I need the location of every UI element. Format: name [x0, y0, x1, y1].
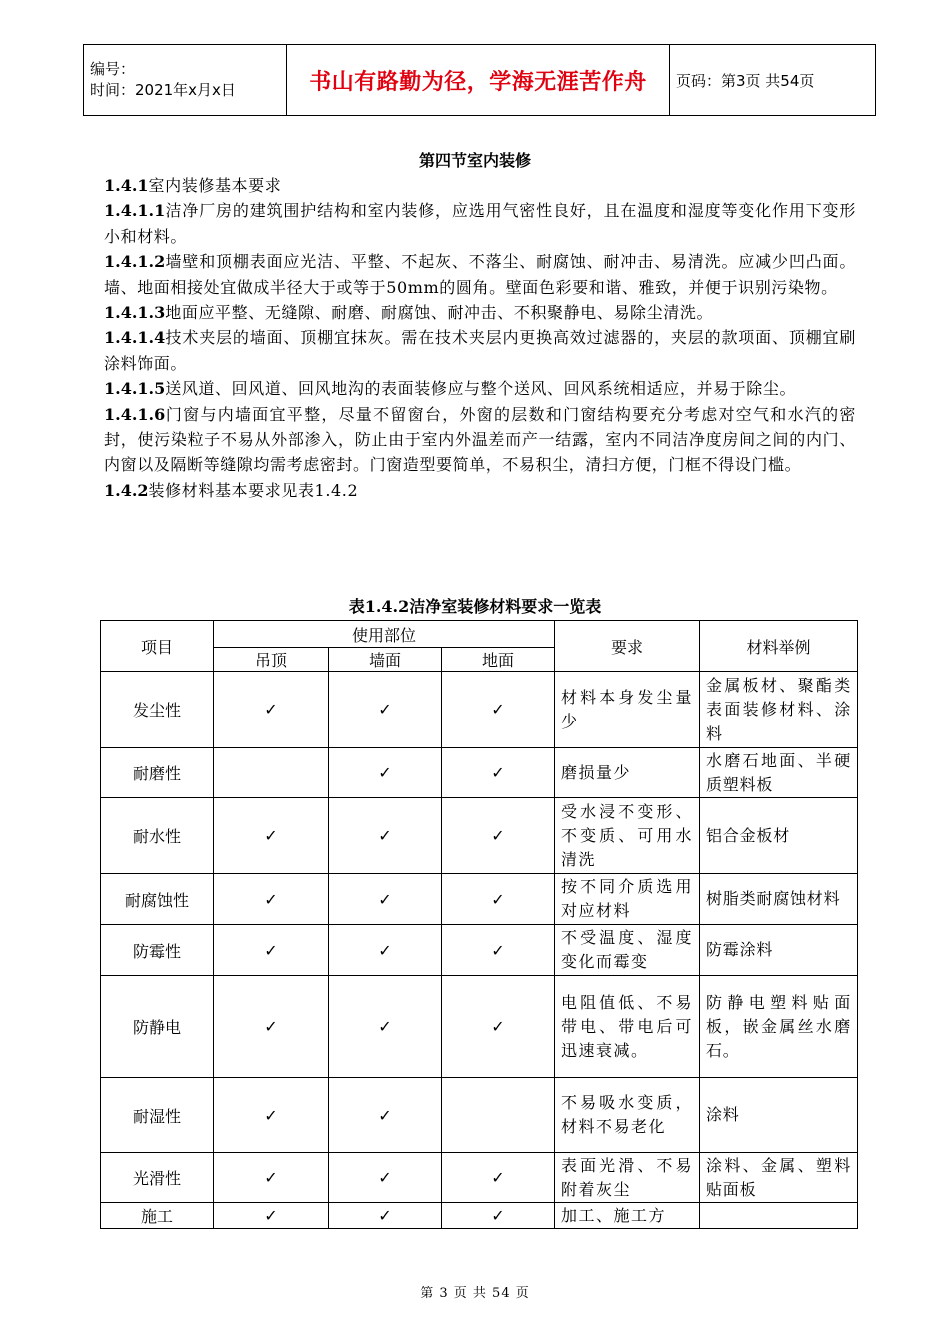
number-label: 编号：: [90, 60, 136, 78]
row-requirement: 不受温度、湿度变化而霉变: [555, 925, 700, 976]
clause-text: 洁净厂房的建筑围护结构和室内装修，应选用气密性良好，且在温度和湿度等变化作用下变形小和材料。: [104, 201, 856, 246]
row-example: 树脂类耐腐蚀材料: [700, 874, 858, 925]
row-requirement: 磨损量少: [555, 748, 700, 798]
row-example: 涂料: [700, 1078, 858, 1153]
row-ceiling-check: ✓: [214, 1078, 329, 1153]
row-ceiling-check: ✓: [214, 798, 329, 874]
clause-number: 1.4.1.2: [104, 252, 166, 272]
paragraph: [104, 376, 856, 401]
row-floor-check: [442, 1078, 555, 1153]
header-ceiling: 吊顶: [214, 648, 329, 672]
row-wall-check: ✓: [329, 748, 442, 798]
row-floor-check: ✓: [442, 672, 555, 748]
row-wall-check: ✓: [329, 976, 442, 1078]
row-item: 防静电: [101, 976, 214, 1078]
row-wall-check: ✓: [329, 1203, 442, 1229]
page-footer: 第 3 页 共 54 页: [420, 1286, 530, 1301]
clause-number: 1.4.1: [104, 176, 149, 195]
row-ceiling-check: ✓: [214, 1203, 329, 1229]
row-ceiling-check: ✓: [214, 1153, 329, 1203]
header-requirement: 要求: [555, 621, 700, 672]
clause-number: 1.4.1.4: [104, 328, 166, 348]
table-row: [101, 672, 858, 748]
row-wall-check: ✓: [329, 874, 442, 925]
row-ceiling-check: ✓: [214, 672, 329, 748]
row-wall-check: ✓: [329, 925, 442, 976]
row-wall-check: ✓: [329, 798, 442, 874]
table-row: [101, 1153, 858, 1203]
time-label: 时间：2021年x月x日: [90, 81, 236, 99]
clause-number: 1.4.1.1: [104, 201, 166, 221]
row-example: 铝合金板材: [700, 798, 858, 874]
row-ceiling-check: [214, 748, 329, 798]
row-item: 耐湿性: [101, 1078, 214, 1153]
header-floor: 地面: [442, 648, 555, 672]
paragraph: [104, 198, 856, 249]
header-example: 材料举例: [700, 621, 858, 672]
row-requirement: 材料本身发尘量少: [555, 672, 700, 748]
paragraph: [104, 478, 856, 503]
row-item: 施工: [101, 1203, 214, 1229]
paragraph: [104, 300, 856, 325]
row-example: 防静电塑料贴面板，嵌金属丝水磨石。: [700, 976, 858, 1078]
row-floor-check: ✓: [442, 798, 555, 874]
clause-number: 1.4.1.3: [104, 303, 166, 323]
clause-text: 墙壁和顶棚表面应光洁、平整、不起灰、不落尘、耐腐蚀、耐冲击、易清洗。应减少凹凸面。墙、地面相接处宜做成半径大于或等于50mm的圆角。壁面色彩要和谐、雅致，并便于识别污染物。: [104, 252, 856, 297]
row-requirement: 受水浸不变形、不变质、可用水清洗: [555, 798, 700, 874]
clause-text: 地面应平整、无缝隙、耐磨、耐腐蚀、耐冲击、不积聚静电、易除尘清洗。: [165, 303, 714, 323]
row-requirement: 加工、施工方: [555, 1203, 700, 1229]
row-example: 金属板材、聚酯类表面装修材料、涂料: [700, 672, 858, 748]
table-row: [101, 1078, 858, 1153]
row-example: 防霉涂料: [700, 925, 858, 976]
clause-text: 门窗与内墙面宜平整，尽量不留窗台，外窗的层数和门窗结构要充分考虑对空气和水汽的密封，使污染粒子不易从外部渗入，防止由于室内外温差而产一结露，室内不同洁净度房间之间的内门、内窗以及隔断等缝隙均需考虑密封。门窗造型要简单，不易积尘，清扫方便，门框不得设门槛。: [104, 404, 856, 475]
row-example: 水磨石地面、半硬质塑料板: [700, 748, 858, 798]
header-page-label: 页码：第3页 共54页: [670, 45, 876, 116]
table-row: [101, 1203, 858, 1229]
row-item: 耐磨性: [101, 748, 214, 798]
header-motto: 书山有路勤为径，学海无涯苦作舟: [287, 45, 670, 116]
clause-text: 技术夹层的墙面、顶棚宜抹灰。需在技术夹层内更换高效过滤器的，夹层的款项面、顶棚宜刷涂料饰面。: [104, 328, 856, 373]
row-example: 涂料、金属、塑料贴面板: [700, 1153, 858, 1203]
row-wall-check: ✓: [329, 1078, 442, 1153]
clause-text: 装修材料基本要求见表1.4.2: [148, 480, 359, 500]
row-requirement: 按不同介质选用对应材料: [555, 874, 700, 925]
paragraph: [104, 249, 856, 300]
row-requirement: 不易吸水变质，材料不易老化: [555, 1078, 700, 1153]
clause-number: 1.4.1.5: [104, 379, 166, 399]
clause-number: 1.4.1.6: [104, 404, 166, 424]
row-floor-check: ✓: [442, 748, 555, 798]
clause-text: 室内装修基本要求: [148, 176, 282, 195]
row-ceiling-check: ✓: [214, 976, 329, 1078]
paragraph: [104, 402, 856, 478]
row-example: [700, 1203, 858, 1229]
table-row: [101, 874, 858, 925]
header-item: 项目: [101, 621, 214, 672]
clause-text: 送风道、回风道、回风地沟的表面装修应与整个送风、回风系统相适应，并易于除尘。: [165, 379, 797, 399]
body-text: [104, 173, 856, 503]
row-wall-check: ✓: [329, 1153, 442, 1203]
row-ceiling-check: ✓: [214, 874, 329, 925]
header-meta: [84, 45, 287, 116]
table-row: [101, 748, 858, 798]
table-title: 表1.4.2洁净室装修材料要求一览表: [348, 597, 602, 616]
row-ceiling-check: ✓: [214, 925, 329, 976]
row-item: 发尘性: [101, 672, 214, 748]
row-floor-check: ✓: [442, 976, 555, 1078]
table-row: [101, 925, 858, 976]
row-floor-check: ✓: [442, 874, 555, 925]
section-title: 第四节室内装修: [418, 151, 531, 170]
row-floor-check: ✓: [442, 925, 555, 976]
row-wall-check: ✓: [329, 672, 442, 748]
row-floor-check: ✓: [442, 1153, 555, 1203]
row-item: 防霉性: [101, 925, 214, 976]
row-floor-check: ✓: [442, 1203, 555, 1229]
row-item: 光滑性: [101, 1153, 214, 1203]
header-table: [83, 44, 876, 116]
materials-table: [100, 620, 858, 1229]
row-requirement: 表面光滑、不易附着灰尘: [555, 1153, 700, 1203]
clause-number: 1.4.2: [104, 480, 149, 500]
table-row: [101, 976, 858, 1078]
row-item: 耐水性: [101, 798, 214, 874]
row-item: 耐腐蚀性: [101, 874, 214, 925]
row-requirement: 电阻值低、不易带电、带电后可迅速衰减。: [555, 976, 700, 1078]
paragraph: [104, 325, 856, 376]
header-wall: 墙面: [329, 648, 442, 672]
table-row: [101, 798, 858, 874]
header-usage: 使用部位: [214, 621, 555, 648]
paragraph: [104, 173, 856, 198]
